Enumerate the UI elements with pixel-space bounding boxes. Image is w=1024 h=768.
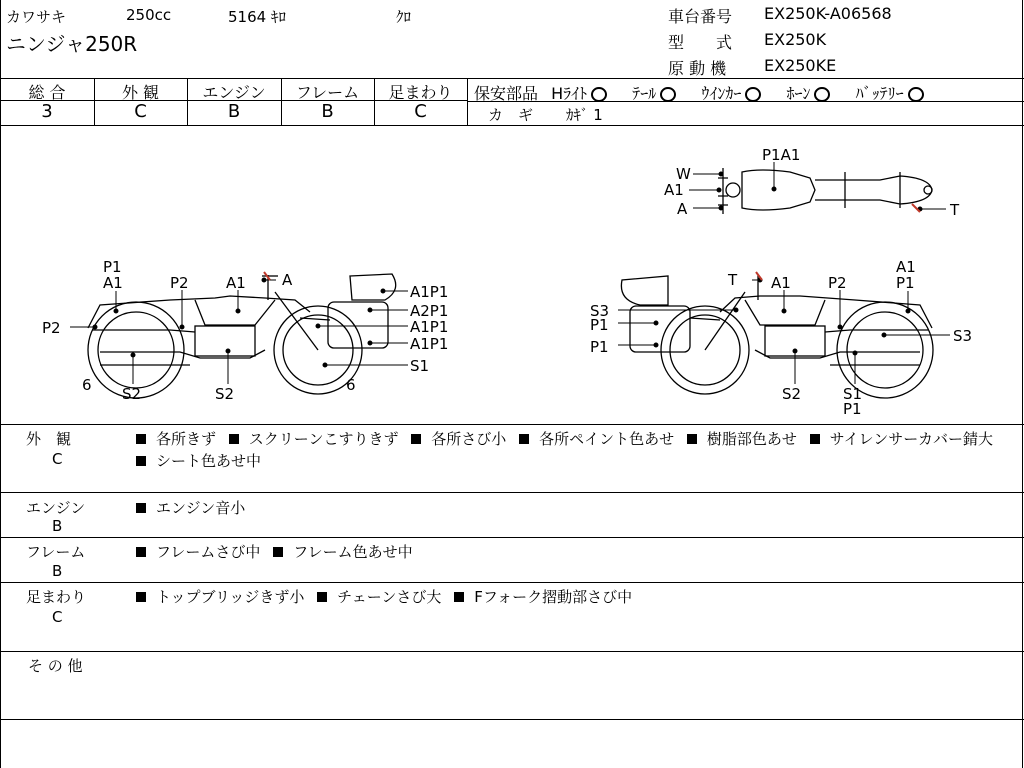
label-right-p1-a: P1 bbox=[590, 316, 609, 334]
grade-total-label: 総 合 bbox=[28, 83, 66, 102]
label-left-s2b: S2 bbox=[215, 385, 235, 403]
bullet-square-icon bbox=[810, 434, 820, 444]
note-exterior-grade: C bbox=[52, 450, 63, 468]
note-engine-items: エンジン音小 bbox=[134, 497, 251, 518]
right-side-bike bbox=[621, 275, 933, 398]
bullet-square-icon bbox=[687, 434, 697, 444]
label-left-p2-top: P2 bbox=[170, 274, 189, 292]
bullet-square-icon bbox=[317, 592, 327, 602]
bullet-square-icon bbox=[136, 456, 146, 466]
motorcycle-diagram bbox=[0, 126, 1022, 424]
type-value: EX250K bbox=[764, 30, 827, 49]
engine-label: 原 動 機 bbox=[668, 59, 727, 78]
grade-exterior: C bbox=[134, 101, 147, 122]
bullet-square-icon bbox=[411, 434, 421, 444]
rule-grades-top bbox=[0, 78, 1024, 79]
note-frame-category: フレーム bbox=[26, 543, 86, 561]
safety-winker: ｳｲﾝｶｰ bbox=[701, 84, 761, 103]
label-left-a1p1-c: A1P1 bbox=[410, 335, 449, 353]
ok-circle-icon bbox=[745, 87, 761, 102]
safety-headlight: Hﾗｲﾄ bbox=[551, 84, 607, 103]
label-right-p1-bottom: P1 bbox=[843, 400, 862, 418]
label-left-p2-side: P2 bbox=[42, 319, 61, 337]
frame-right bbox=[1022, 0, 1023, 768]
label-left-p1: P1 bbox=[103, 258, 122, 276]
grade-engine: B bbox=[227, 101, 241, 122]
grade-engine-label: エンジン bbox=[202, 83, 266, 102]
bullet-square-icon bbox=[136, 592, 146, 602]
displacement: 250cc bbox=[126, 6, 172, 24]
label-right-t: T bbox=[728, 271, 738, 289]
grade-suspension: C bbox=[414, 101, 427, 122]
model-name: ニンジャ250R bbox=[6, 32, 138, 56]
bullet-square-icon bbox=[136, 503, 146, 513]
label-left-6b: 6 bbox=[346, 376, 356, 394]
label-top-a1: A1 bbox=[664, 181, 684, 199]
safety-parts bbox=[474, 81, 924, 104]
mileage: 5164 ｷﾛ bbox=[228, 8, 286, 26]
grade-total: 3 bbox=[41, 101, 53, 122]
label-right-a1-tank: A1 bbox=[771, 274, 791, 292]
label-left-a1-tank: A1 bbox=[226, 274, 246, 292]
grade-frame-label: フレーム bbox=[295, 83, 360, 102]
bullet-square-icon bbox=[136, 434, 146, 444]
note-exterior-category: 外 観 bbox=[26, 430, 72, 448]
grade-frame: B bbox=[321, 101, 334, 122]
label-left-a1p1-a: A1P1 bbox=[410, 283, 449, 301]
label-left-s1: S1 bbox=[410, 357, 430, 375]
label-right-s3-left: S3 bbox=[590, 302, 610, 320]
label-right-a1: A1 bbox=[896, 258, 916, 276]
safety-horn: ﾎｰﾝ bbox=[786, 84, 830, 103]
ok-circle-icon bbox=[908, 87, 924, 102]
label-left-a2p1: A2P1 bbox=[410, 302, 449, 320]
label-left-a1p1-b: A1P1 bbox=[410, 318, 449, 336]
frame-no: EX250K-A06568 bbox=[764, 4, 892, 23]
bullet-square-icon bbox=[273, 547, 283, 557]
note-engine-grade: B bbox=[52, 517, 63, 535]
label-right-p1-b: P1 bbox=[590, 338, 609, 356]
label-right-p2: P2 bbox=[828, 274, 847, 292]
color: ｸﾛ bbox=[396, 8, 412, 26]
grade-suspension-label: 足まわり bbox=[388, 83, 453, 102]
frame-no-label: 車台番号 bbox=[668, 7, 733, 26]
safety-parts-label: 保安部品 bbox=[474, 84, 539, 103]
note-suspension-grade: C bbox=[52, 608, 63, 626]
label-left-a1-rear: A1 bbox=[103, 274, 123, 292]
note-frame-items: フレームさび中 フレーム色あせ中 bbox=[134, 541, 419, 562]
engine-value: EX250KE bbox=[764, 56, 837, 75]
note-suspension-items: トップブリッジきず小 チェーンさび大 Fフォーク摺動部さび中 bbox=[134, 586, 638, 607]
note-other-category: そ の 他 bbox=[28, 657, 83, 675]
ok-circle-icon bbox=[591, 87, 607, 102]
label-top-p1a1: P1A1 bbox=[762, 146, 801, 164]
label-right-s3-right: S3 bbox=[953, 327, 973, 345]
label-left-a-mirror: A bbox=[282, 271, 293, 289]
key-value: ｶｷﾞ 1 bbox=[566, 106, 603, 124]
safety-battery: ﾊﾞｯﾃﾘｰ bbox=[856, 84, 924, 103]
label-left-s2a: S2 bbox=[122, 385, 142, 403]
maker: カワサキ bbox=[6, 8, 67, 26]
bullet-square-icon bbox=[454, 592, 464, 602]
label-top-t: T bbox=[950, 201, 960, 219]
bullet-square-icon bbox=[519, 434, 529, 444]
type-label: 型 式 bbox=[668, 33, 733, 52]
key-label: カ ギ bbox=[488, 106, 534, 124]
note-suspension-category: 足まわり bbox=[26, 588, 87, 606]
label-left-6a: 6 bbox=[82, 376, 92, 394]
label-top-a: A bbox=[677, 200, 688, 218]
label-top-w: W bbox=[676, 165, 691, 183]
bullet-square-icon bbox=[229, 434, 239, 444]
note-frame-grade: B bbox=[52, 562, 63, 580]
ok-circle-icon bbox=[660, 87, 676, 102]
ok-circle-icon bbox=[814, 87, 830, 102]
note-exterior-items: 各所きず スクリーンこすりきず 各所さび小 各所ペイント色あせ 樹脂部色あせ サイレンサーカバー錆大 シート色あせ中 bbox=[134, 428, 1014, 472]
note-engine-category: エンジン bbox=[26, 499, 86, 517]
label-right-s1: S1 bbox=[843, 385, 863, 403]
top-view-bike bbox=[718, 168, 932, 214]
label-right-p1: P1 bbox=[896, 274, 915, 292]
bullet-square-icon bbox=[136, 547, 146, 557]
safety-tail: ﾃｰﾙ bbox=[632, 84, 676, 103]
grade-exterior-label: 外 観 bbox=[121, 83, 160, 102]
label-right-s2: S2 bbox=[782, 385, 802, 403]
